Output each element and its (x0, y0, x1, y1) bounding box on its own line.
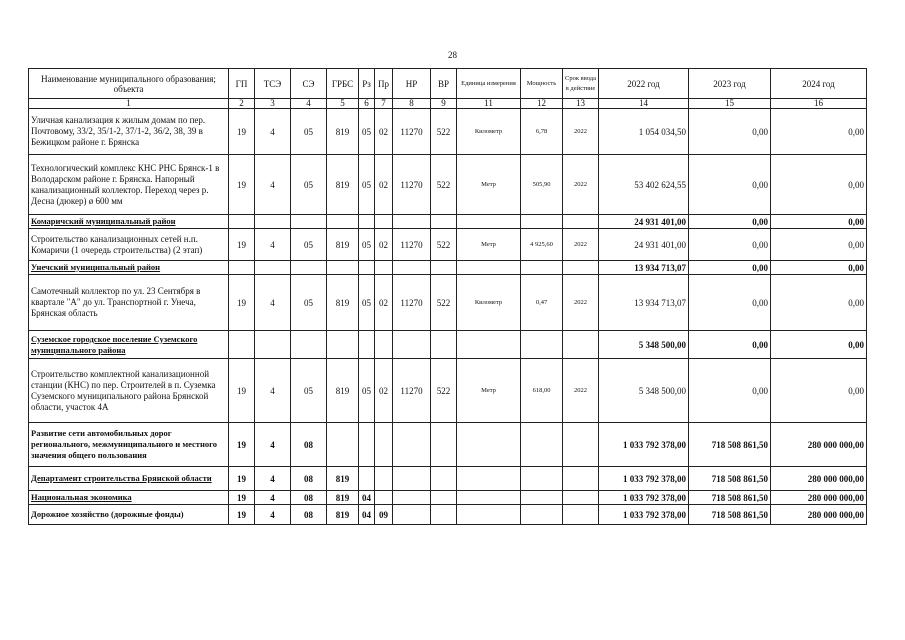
table-row (29, 359, 867, 423)
cell-grbs: 819 (327, 467, 359, 491)
row-name-cell (29, 229, 229, 261)
cell-deadline: 2022 (563, 229, 599, 261)
cell-se: 05 (291, 109, 327, 155)
column-number: 3 (255, 99, 291, 109)
cell-pr (375, 491, 393, 505)
cell-y2023: 718 508 861,50 (689, 423, 771, 467)
header-se: СЭ (291, 69, 327, 99)
row-name-cell (29, 331, 229, 359)
cell-rz (359, 261, 375, 275)
cell-grbs (327, 261, 359, 275)
cell-y2024: 280 000 000,00 (771, 423, 867, 467)
cell-gp: 19 (229, 491, 255, 505)
cell-se (291, 215, 327, 229)
row-name-cell (29, 215, 229, 229)
cell-vr (431, 467, 457, 491)
cell-rz: 04 (359, 491, 375, 505)
row-name: Дорожное хозяйство (дорожные фонды) (31, 509, 184, 519)
cell-capacity: 618,00 (521, 359, 563, 423)
cell-se (291, 331, 327, 359)
header-vr: ВР (431, 69, 457, 99)
cell-tse: 4 (255, 229, 291, 261)
cell-deadline: 2022 (563, 109, 599, 155)
cell-tse: 4 (255, 423, 291, 467)
cell-unit: Метр (457, 359, 521, 423)
cell-capacity: 6,78 (521, 109, 563, 155)
row-name-cell (29, 491, 229, 505)
cell-vr (431, 331, 457, 359)
cell-capacity: 4 925,60 (521, 229, 563, 261)
table-row (29, 109, 867, 155)
cell-unit (457, 261, 521, 275)
cell-y2023: 718 508 861,50 (689, 505, 771, 525)
cell-rz (359, 331, 375, 359)
cell-se: 08 (291, 467, 327, 491)
cell-pr: 09 (375, 505, 393, 525)
cell-tse (255, 261, 291, 275)
cell-y2024: 0,00 (771, 155, 867, 215)
row-name: Самотечный коллектор по ул. 23 Сентября в квартале "А" до ул. Транспортной г. Унеча, Брянская область (31, 286, 201, 318)
cell-y2024: 280 000 000,00 (771, 491, 867, 505)
cell-tse (255, 215, 291, 229)
column-number: 11 (457, 99, 521, 109)
row-name-cell (29, 261, 229, 275)
cell-unit (457, 331, 521, 359)
cell-y2023: 0,00 (689, 155, 771, 215)
row-name: Суземское городское поселение Суземского муниципального района (31, 333, 198, 355)
header-2022: 2022 год (599, 69, 689, 99)
cell-pr: 02 (375, 155, 393, 215)
cell-nr: 11270 (393, 229, 431, 261)
cell-gp (229, 331, 255, 359)
cell-deadline (563, 215, 599, 229)
cell-tse: 4 (255, 359, 291, 423)
cell-y2024: 280 000 000,00 (771, 467, 867, 491)
cell-se: 05 (291, 155, 327, 215)
table-row (29, 331, 867, 359)
cell-pr: 02 (375, 275, 393, 331)
table-row (29, 215, 867, 229)
row-name-cell (29, 109, 229, 155)
budget-table (28, 68, 867, 525)
cell-rz: 05 (359, 229, 375, 261)
cell-unit (457, 423, 521, 467)
column-number: 5 (327, 99, 359, 109)
cell-capacity (521, 505, 563, 525)
header-name: Наименование муниципального образования; объекта (29, 69, 229, 99)
cell-deadline (563, 491, 599, 505)
cell-vr (431, 215, 457, 229)
cell-vr: 522 (431, 155, 457, 215)
cell-capacity (521, 261, 563, 275)
cell-nr: 11270 (393, 275, 431, 331)
cell-rz (359, 467, 375, 491)
cell-rz: 05 (359, 275, 375, 331)
cell-grbs: 819 (327, 229, 359, 261)
cell-grbs (327, 331, 359, 359)
header-gp: ГП (229, 69, 255, 99)
cell-deadline (563, 423, 599, 467)
cell-y2023: 0,00 (689, 229, 771, 261)
row-name: Национальная экономика (31, 492, 132, 502)
cell-unit: Километр (457, 109, 521, 155)
cell-se: 08 (291, 423, 327, 467)
row-name: Уличная канализация к жилым домам по пер. Почтовому, 33/2, 35/1-2, 37/1-2, 36/2, 38, 39 в Бежицком районе г. Брянска (31, 115, 206, 147)
cell-vr (431, 505, 457, 525)
cell-unit (457, 491, 521, 505)
cell-tse: 4 (255, 491, 291, 505)
cell-capacity: 0,47 (521, 275, 563, 331)
cell-y2024: 0,00 (771, 275, 867, 331)
cell-gp: 19 (229, 423, 255, 467)
cell-capacity: 505,90 (521, 155, 563, 215)
cell-y2024: 0,00 (771, 261, 867, 275)
table-row (29, 467, 867, 491)
cell-gp (229, 261, 255, 275)
table-row (29, 505, 867, 525)
cell-nr: 11270 (393, 155, 431, 215)
column-number: 1 (29, 99, 229, 109)
cell-grbs: 819 (327, 505, 359, 525)
cell-pr (375, 423, 393, 467)
cell-y2022: 1 033 792 378,00 (599, 467, 689, 491)
cell-grbs: 819 (327, 359, 359, 423)
cell-y2022: 1 033 792 378,00 (599, 491, 689, 505)
cell-y2022: 24 931 401,00 (599, 229, 689, 261)
cell-tse: 4 (255, 109, 291, 155)
cell-y2023: 0,00 (689, 109, 771, 155)
cell-deadline (563, 505, 599, 525)
cell-gp: 19 (229, 109, 255, 155)
cell-nr: 11270 (393, 109, 431, 155)
cell-y2024: 280 000 000,00 (771, 505, 867, 525)
cell-y2022: 1 033 792 378,00 (599, 423, 689, 467)
column-number: 6 (359, 99, 375, 109)
cell-y2023: 0,00 (689, 215, 771, 229)
cell-vr (431, 423, 457, 467)
header-2024: 2024 год (771, 69, 867, 99)
cell-gp: 19 (229, 155, 255, 215)
cell-pr (375, 331, 393, 359)
cell-unit (457, 505, 521, 525)
table-row (29, 261, 867, 275)
column-number: 16 (771, 99, 867, 109)
cell-unit: Километр (457, 275, 521, 331)
cell-se: 05 (291, 359, 327, 423)
cell-capacity (521, 467, 563, 491)
header-pr: Пр (375, 69, 393, 99)
column-number: 2 (229, 99, 255, 109)
column-number: 12 (521, 99, 563, 109)
cell-capacity (521, 331, 563, 359)
cell-unit: Метр (457, 229, 521, 261)
cell-y2022: 13 934 713,07 (599, 275, 689, 331)
cell-y2023: 0,00 (689, 331, 771, 359)
cell-deadline (563, 467, 599, 491)
cell-grbs (327, 215, 359, 229)
cell-nr (393, 423, 431, 467)
page-number: 28 (448, 50, 457, 60)
cell-grbs: 819 (327, 275, 359, 331)
cell-y2024: 0,00 (771, 359, 867, 423)
cell-deadline (563, 331, 599, 359)
cell-gp: 19 (229, 229, 255, 261)
cell-nr (393, 261, 431, 275)
cell-gp: 19 (229, 359, 255, 423)
row-name-cell (29, 467, 229, 491)
cell-nr (393, 467, 431, 491)
column-number: 15 (689, 99, 771, 109)
cell-vr: 522 (431, 229, 457, 261)
row-name: Развитие сети автомобильных дорог регионального, межмуниципального и местного значения общего пользования (31, 428, 217, 460)
header-nr: НР (393, 69, 431, 99)
cell-deadline: 2022 (563, 359, 599, 423)
cell-se: 05 (291, 229, 327, 261)
cell-y2024: 0,00 (771, 229, 867, 261)
column-number: 13 (563, 99, 599, 109)
cell-tse: 4 (255, 275, 291, 331)
cell-deadline: 2022 (563, 275, 599, 331)
row-name-cell (29, 155, 229, 215)
cell-gp (229, 215, 255, 229)
header-tse: ТСЭ (255, 69, 291, 99)
column-number: 7 (375, 99, 393, 109)
cell-se (291, 261, 327, 275)
cell-tse: 4 (255, 467, 291, 491)
cell-nr (393, 215, 431, 229)
column-number: 14 (599, 99, 689, 109)
column-number: 9 (431, 99, 457, 109)
cell-grbs: 819 (327, 155, 359, 215)
row-name: Строительство комплектной канализационной станции (КНС) по пер. Строителей в п. Суземка Суземского муниципального района Брянской области, участок 4А (31, 368, 216, 412)
cell-nr (393, 491, 431, 505)
cell-y2024: 0,00 (771, 109, 867, 155)
column-number: 4 (291, 99, 327, 109)
cell-y2022: 5 348 500,00 (599, 331, 689, 359)
cell-y2023: 0,00 (689, 359, 771, 423)
cell-y2023: 0,00 (689, 275, 771, 331)
cell-unit (457, 467, 521, 491)
cell-y2023: 718 508 861,50 (689, 491, 771, 505)
cell-tse (255, 331, 291, 359)
cell-rz (359, 423, 375, 467)
cell-y2022: 1 054 034,50 (599, 109, 689, 155)
cell-nr: 11270 (393, 359, 431, 423)
header-2023: 2023 год (689, 69, 771, 99)
cell-gp: 19 (229, 505, 255, 525)
cell-pr (375, 261, 393, 275)
row-name: Департамент строительства Брянской области (31, 473, 212, 483)
cell-tse: 4 (255, 155, 291, 215)
header-unit: Единица измерения (457, 69, 521, 99)
row-name-cell (29, 505, 229, 525)
cell-deadline (563, 261, 599, 275)
cell-se: 08 (291, 505, 327, 525)
row-name-cell (29, 275, 229, 331)
cell-y2024: 0,00 (771, 215, 867, 229)
table-row (29, 229, 867, 261)
header-capacity: Мощность (521, 69, 563, 99)
cell-y2022: 24 931 401,00 (599, 215, 689, 229)
cell-capacity (521, 215, 563, 229)
cell-vr (431, 491, 457, 505)
header-grbs: ГРБС (327, 69, 359, 99)
header-rz: Рз (359, 69, 375, 99)
row-name: Строительство канализационных сетей н.п. Комаричи (1 очередь строительства) (2 этап) (31, 233, 203, 255)
cell-tse: 4 (255, 505, 291, 525)
cell-rz: 05 (359, 155, 375, 215)
cell-rz (359, 215, 375, 229)
row-name-cell (29, 359, 229, 423)
cell-se: 08 (291, 491, 327, 505)
cell-grbs: 819 (327, 109, 359, 155)
cell-nr (393, 505, 431, 525)
cell-gp: 19 (229, 275, 255, 331)
cell-vr (431, 261, 457, 275)
column-number: 8 (393, 99, 431, 109)
cell-pr: 02 (375, 229, 393, 261)
column-number-row (29, 99, 867, 109)
cell-capacity (521, 491, 563, 505)
cell-unit (457, 215, 521, 229)
cell-pr (375, 215, 393, 229)
cell-pr: 02 (375, 109, 393, 155)
cell-y2022: 13 934 713,07 (599, 261, 689, 275)
table-row (29, 491, 867, 505)
table-row (29, 275, 867, 331)
cell-vr: 522 (431, 275, 457, 331)
row-name: Унечский муниципальный район (31, 262, 161, 272)
cell-grbs: 819 (327, 491, 359, 505)
cell-grbs (327, 423, 359, 467)
cell-vr: 522 (431, 359, 457, 423)
cell-y2023: 0,00 (689, 261, 771, 275)
row-name: Комаричский муниципальный район (31, 216, 176, 226)
cell-rz: 04 (359, 505, 375, 525)
cell-deadline: 2022 (563, 155, 599, 215)
cell-rz: 05 (359, 109, 375, 155)
cell-y2022: 53 402 624,55 (599, 155, 689, 215)
cell-pr: 02 (375, 359, 393, 423)
cell-vr: 522 (431, 109, 457, 155)
cell-pr (375, 467, 393, 491)
cell-gp: 19 (229, 467, 255, 491)
header-row (29, 69, 867, 99)
row-name: Технологический комплекс КНС РНС Брянск-1 в Володарском районе г. Брянска. Напорный канализационный коллектор. Переход через р. Десна (дюкер) ø 600 мм (31, 162, 220, 206)
cell-y2022: 5 348 500,00 (599, 359, 689, 423)
cell-y2023: 718 508 861,50 (689, 467, 771, 491)
cell-y2022: 1 033 792 378,00 (599, 505, 689, 525)
table-row (29, 155, 867, 215)
cell-rz: 05 (359, 359, 375, 423)
cell-y2024: 0,00 (771, 331, 867, 359)
table-body (29, 109, 867, 525)
header-deadline: Срок ввода в действие (563, 69, 599, 99)
cell-nr (393, 331, 431, 359)
cell-unit: Метр (457, 155, 521, 215)
cell-capacity (521, 423, 563, 467)
row-name-cell (29, 423, 229, 467)
table-row (29, 423, 867, 467)
cell-se: 05 (291, 275, 327, 331)
